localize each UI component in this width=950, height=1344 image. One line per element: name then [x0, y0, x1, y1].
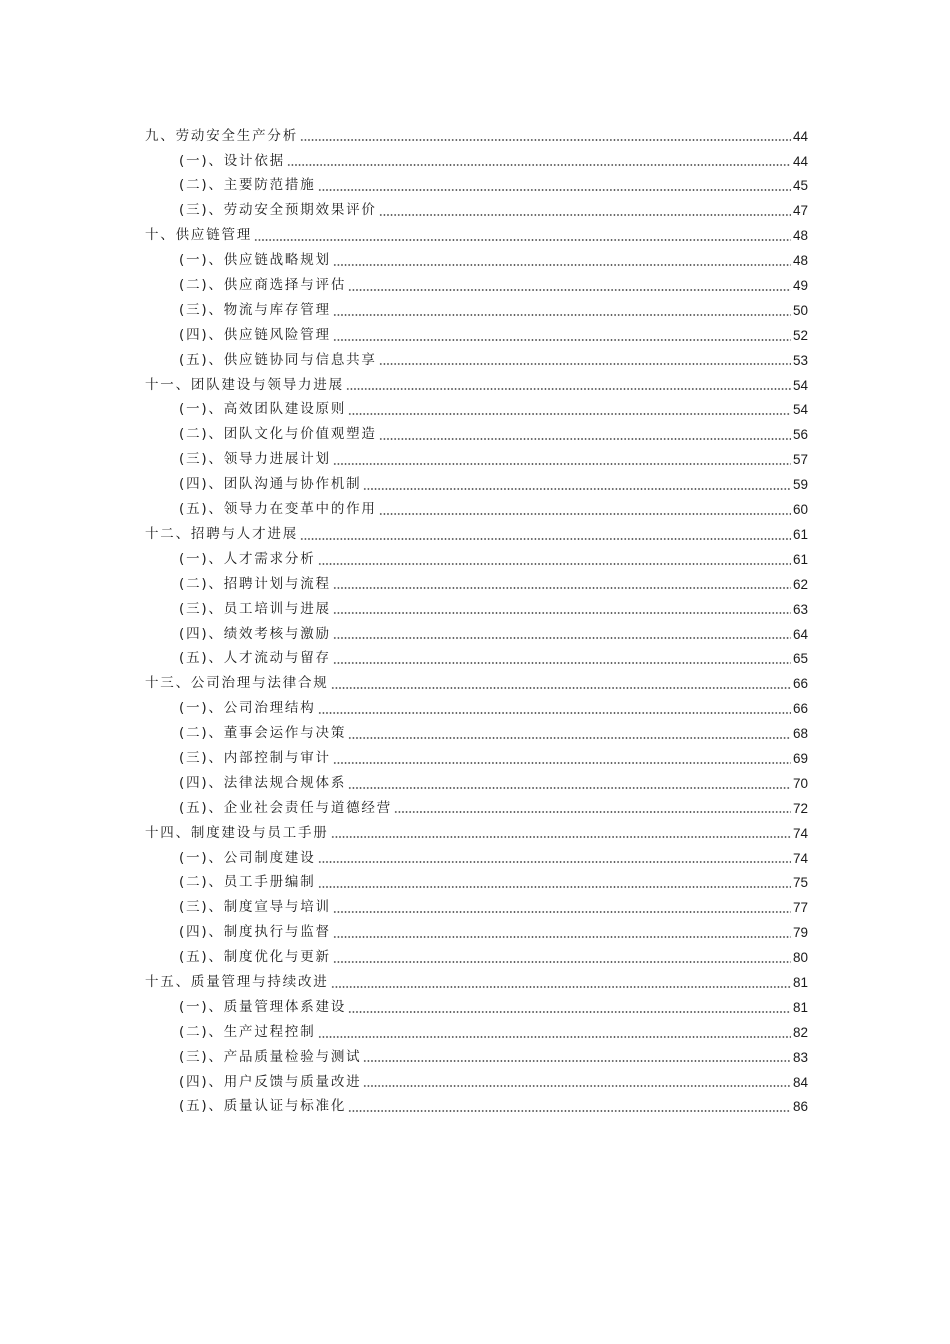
toc-dot-leader [379, 437, 791, 441]
toc-entry-title: (三)、制度宣导与培训 [179, 899, 331, 916]
toc-section-entry[interactable] [145, 398, 808, 423]
toc-entry-page-number: 84 [792, 1074, 808, 1090]
toc-entry-title: (四)、绩效考核与激励 [179, 625, 331, 642]
toc-dot-leader [348, 412, 791, 416]
toc-dot-leader [348, 736, 791, 740]
toc-entry-title: (三)、员工培训与进展 [179, 600, 331, 617]
toc-entry-title: (五)、企业社会责任与道德经营 [179, 799, 393, 816]
toc-section-entry[interactable] [145, 846, 808, 871]
toc-entry-page-number: 66 [792, 676, 808, 692]
toc-entry-title: (三)、物流与库存管理 [179, 301, 331, 318]
toc-entry-title: 九、劳动安全生产分析 [145, 127, 298, 144]
toc-entry-title: (二)、员工手册编制 [179, 874, 316, 891]
toc-section-entry[interactable] [145, 1095, 808, 1120]
toc-entry-title: (一)、高效团队建设原则 [179, 401, 347, 418]
table-of-contents [145, 124, 808, 1120]
toc-entry-page-number: 52 [792, 327, 808, 343]
toc-entry-title: (三)、产品质量检验与测试 [179, 1048, 362, 1065]
toc-entry-page-number: 81 [792, 974, 808, 990]
toc-section-entry[interactable] [145, 348, 808, 373]
toc-entry-title: (一)、质量管理体系建设 [179, 998, 347, 1015]
toc-entry-page-number: 56 [792, 427, 808, 443]
toc-dot-leader [363, 1059, 791, 1063]
toc-entry-page-number: 44 [792, 153, 808, 169]
toc-section-entry[interactable] [145, 945, 808, 970]
toc-entry-page-number: 65 [792, 651, 808, 667]
toc-entry-title: (四)、团队沟通与协作机制 [179, 476, 362, 493]
toc-dot-leader [333, 586, 791, 590]
toc-entry-title: (四)、法律法规合规体系 [179, 774, 347, 791]
toc-section-entry[interactable] [145, 796, 808, 821]
toc-dot-leader [331, 985, 791, 989]
toc-dot-leader [394, 810, 791, 814]
toc-entry-page-number: 54 [792, 377, 808, 393]
toc-dot-leader [379, 512, 791, 516]
toc-section-entry[interactable] [145, 1045, 808, 1070]
toc-entry-page-number: 62 [792, 576, 808, 592]
toc-section-entry[interactable] [145, 472, 808, 497]
toc-entry-title: (五)、质量认证与标准化 [179, 1098, 347, 1115]
toc-dot-leader [379, 213, 791, 217]
toc-dot-leader [346, 387, 791, 391]
toc-dot-leader [348, 786, 791, 790]
toc-entry-title: (一)、人才需求分析 [179, 550, 316, 567]
toc-chapter-entry[interactable] [145, 373, 808, 398]
toc-entry-title: 十三、公司治理与法律合规 [145, 675, 329, 692]
toc-section-entry[interactable] [145, 547, 808, 572]
toc-chapter-entry[interactable] [145, 821, 808, 846]
toc-entry-page-number: 49 [792, 278, 808, 294]
toc-section-entry[interactable] [145, 746, 808, 771]
toc-entry-title: (三)、劳动安全预期效果评价 [179, 202, 377, 219]
toc-dot-leader [300, 138, 791, 142]
toc-entry-page-number: 68 [792, 726, 808, 742]
toc-chapter-entry[interactable] [145, 522, 808, 547]
toc-dot-leader [254, 238, 791, 242]
toc-entry-page-number: 48 [792, 253, 808, 269]
toc-entry-page-number: 80 [792, 950, 808, 966]
toc-entry-title: (一)、公司制度建设 [179, 849, 316, 866]
toc-entry-title: (五)、领导力在变革中的作用 [179, 501, 377, 518]
toc-section-entry[interactable] [145, 771, 808, 796]
toc-entry-page-number: 54 [792, 402, 808, 418]
toc-section-entry[interactable] [145, 448, 808, 473]
toc-entry-title: (二)、供应商选择与评估 [179, 277, 347, 294]
toc-dot-leader [318, 562, 791, 566]
toc-chapter-entry[interactable] [145, 224, 808, 249]
toc-section-entry[interactable] [145, 298, 808, 323]
toc-section-entry[interactable] [145, 995, 808, 1020]
toc-dot-leader [348, 288, 791, 292]
toc-section-entry[interactable] [145, 273, 808, 298]
toc-entry-page-number: 70 [792, 775, 808, 791]
toc-entry-page-number: 79 [792, 925, 808, 941]
toc-dot-leader [379, 362, 791, 366]
toc-entry-title: 十、供应链管理 [145, 227, 253, 244]
toc-entry-page-number: 60 [792, 502, 808, 518]
toc-entry-page-number: 69 [792, 750, 808, 766]
toc-section-entry[interactable] [145, 622, 808, 647]
toc-section-entry[interactable] [145, 323, 808, 348]
toc-section-entry[interactable] [145, 149, 808, 174]
toc-entry-page-number: 82 [792, 1024, 808, 1040]
toc-entry-title: 十一、团队建设与领导力进展 [145, 376, 344, 393]
toc-dot-leader [333, 611, 791, 615]
toc-entry-page-number: 53 [792, 352, 808, 368]
toc-entry-title: (四)、用户反馈与质量改进 [179, 1073, 362, 1090]
toc-section-entry[interactable] [145, 597, 808, 622]
toc-entry-page-number: 57 [792, 452, 808, 468]
toc-entry-title: 十五、质量管理与持续改进 [145, 973, 329, 990]
toc-dot-leader [363, 1084, 791, 1088]
toc-entry-page-number: 63 [792, 601, 808, 617]
toc-entry-title: (一)、公司治理结构 [179, 700, 316, 717]
toc-dot-leader [333, 960, 791, 964]
toc-dot-leader [333, 263, 791, 267]
toc-dot-leader [333, 636, 791, 640]
toc-section-entry[interactable] [145, 696, 808, 721]
toc-entry-page-number: 44 [792, 128, 808, 144]
toc-entry-page-number: 61 [792, 526, 808, 542]
toc-entry-page-number: 72 [792, 800, 808, 816]
toc-section-entry[interactable] [145, 497, 808, 522]
toc-section-entry[interactable] [145, 1070, 808, 1095]
toc-section-entry[interactable] [145, 871, 808, 896]
toc-dot-leader [318, 1035, 791, 1039]
toc-entry-page-number: 74 [792, 825, 808, 841]
toc-section-entry[interactable] [145, 721, 808, 746]
toc-dot-leader [333, 313, 791, 317]
toc-section-entry[interactable] [145, 199, 808, 224]
toc-entry-page-number: 61 [792, 551, 808, 567]
toc-entry-title: (三)、内部控制与审计 [179, 749, 331, 766]
toc-section-entry[interactable] [145, 921, 808, 946]
toc-entry-title: (五)、供应链协同与信息共享 [179, 351, 377, 368]
toc-entry-title: (五)、制度优化与更新 [179, 949, 331, 966]
toc-entry-page-number: 77 [792, 900, 808, 916]
toc-entry-page-number: 59 [792, 477, 808, 493]
toc-dot-leader [333, 910, 791, 914]
toc-entry-title: (四)、制度执行与监督 [179, 924, 331, 941]
toc-chapter-entry[interactable] [145, 970, 808, 995]
toc-entry-page-number: 75 [792, 875, 808, 891]
toc-dot-leader [318, 860, 791, 864]
toc-entry-page-number: 45 [792, 178, 808, 194]
toc-section-entry[interactable] [145, 1020, 808, 1045]
toc-dot-leader [333, 338, 791, 342]
toc-entry-title: (二)、团队文化与价值观塑造 [179, 426, 377, 443]
toc-entry-title: (二)、主要防范措施 [179, 177, 316, 194]
toc-entry-page-number: 81 [792, 999, 808, 1015]
toc-entry-page-number: 83 [792, 1049, 808, 1065]
toc-entry-page-number: 74 [792, 850, 808, 866]
toc-dot-leader [348, 1109, 791, 1113]
toc-section-entry[interactable] [145, 896, 808, 921]
toc-section-entry[interactable] [145, 423, 808, 448]
toc-dot-leader [287, 163, 791, 167]
toc-section-entry[interactable] [145, 248, 808, 273]
toc-dot-leader [318, 885, 791, 889]
toc-chapter-entry[interactable] [145, 124, 808, 149]
toc-entry-page-number: 66 [792, 701, 808, 717]
toc-dot-leader [331, 835, 791, 839]
toc-entry-title: (三)、领导力进展计划 [179, 451, 331, 468]
toc-entry-page-number: 47 [792, 203, 808, 219]
toc-entry-title: (一)、设计依据 [179, 152, 285, 169]
toc-entry-page-number: 64 [792, 626, 808, 642]
toc-chapter-entry[interactable] [145, 672, 808, 697]
toc-entry-title: 十二、招聘与人才进展 [145, 525, 298, 542]
toc-section-entry[interactable] [145, 174, 808, 199]
toc-entry-title: (二)、生产过程控制 [179, 1023, 316, 1040]
toc-dot-leader [333, 462, 791, 466]
toc-entry-title: (一)、供应链战略规划 [179, 252, 331, 269]
toc-dot-leader [333, 661, 791, 665]
toc-entry-page-number: 50 [792, 302, 808, 318]
toc-entry-title: (五)、人才流动与留存 [179, 650, 331, 667]
toc-dot-leader [331, 686, 791, 690]
toc-entry-title: 十四、制度建设与员工手册 [145, 824, 329, 841]
toc-section-entry[interactable] [145, 572, 808, 597]
toc-dot-leader [318, 711, 791, 715]
toc-dot-leader [333, 761, 791, 765]
toc-dot-leader [333, 935, 791, 939]
toc-dot-leader [363, 487, 791, 491]
toc-section-entry[interactable] [145, 647, 808, 672]
toc-entry-title: (二)、招聘计划与流程 [179, 575, 331, 592]
toc-entry-page-number: 48 [792, 228, 808, 244]
toc-dot-leader [300, 537, 791, 541]
toc-entry-page-number: 86 [792, 1099, 808, 1115]
toc-dot-leader [348, 1010, 791, 1014]
toc-dot-leader [318, 188, 791, 192]
toc-entry-title: (四)、供应链风险管理 [179, 326, 331, 343]
toc-entry-title: (二)、董事会运作与决策 [179, 725, 347, 742]
